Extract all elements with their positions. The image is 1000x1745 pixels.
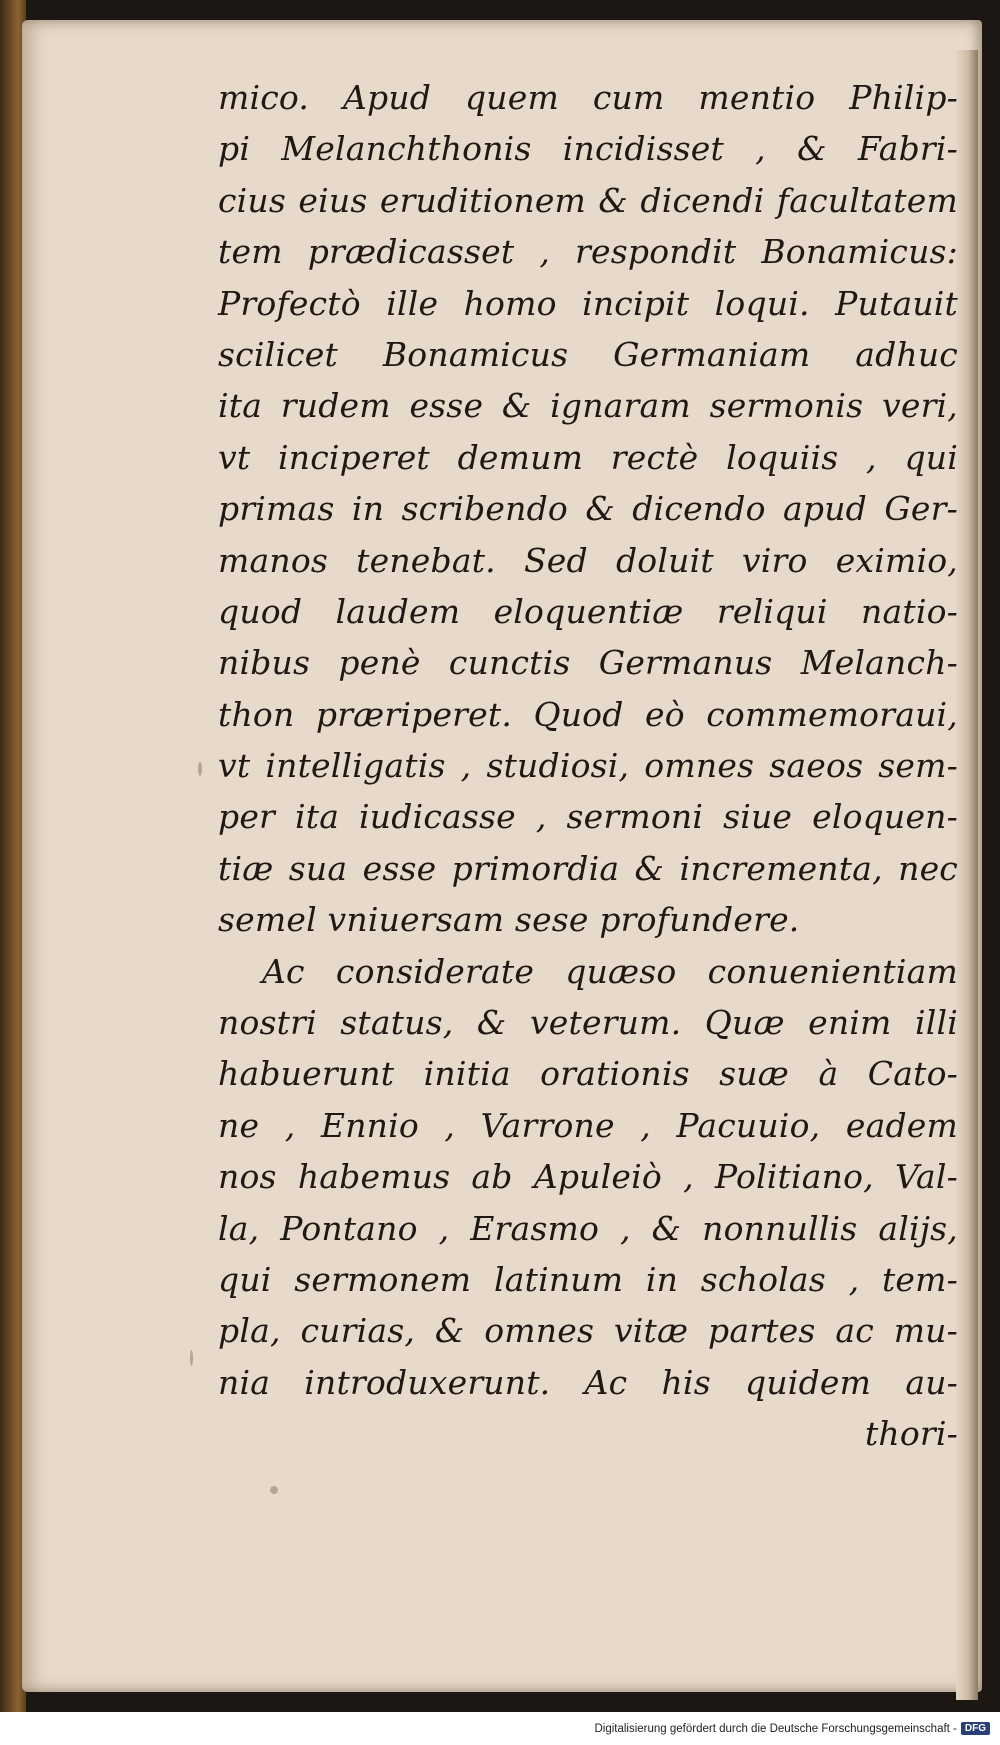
text-line: per ita iudicasse , sermoni siue eloquen- bbox=[218, 797, 958, 837]
text-line: pi Melanchthonis incidisset , & Fabri- bbox=[218, 129, 958, 169]
footer-credit: Digitalisierung gefördert durch die Deutsche Forschungsgemeinschaft - bbox=[594, 1722, 957, 1735]
text-line: la, Pontano , Erasmo , & nonnullis alijs, bbox=[218, 1208, 958, 1248]
text-line: pla, curias, & omnes vitæ partes ac mu- bbox=[218, 1311, 958, 1351]
text-line: scilicet Bonamicus Germaniam adhuc bbox=[218, 334, 958, 374]
text-line: habuerunt initia orationis suæ à Cato- bbox=[218, 1054, 958, 1094]
text-line: cius eius eruditionem & dicendi facultatem bbox=[218, 180, 958, 220]
text-line: nos habemus ab Apuleiò , Politiano, Val- bbox=[218, 1157, 958, 1197]
text-line-indented: Ac considerate quæso conuenientiam bbox=[262, 951, 958, 991]
catchword: thori- bbox=[864, 1414, 958, 1454]
text-line: vt intelligatis , studiosi, omnes saeos sem- bbox=[218, 746, 958, 786]
ink-smudge bbox=[198, 762, 202, 776]
text-line: qui sermonem latinum in scholas , tem- bbox=[218, 1259, 958, 1299]
text-line: Profectò ille homo incipit loqui. Putauit bbox=[218, 283, 958, 323]
text-line: ita rudem esse & ignaram sermonis veri, bbox=[218, 386, 958, 426]
text-line: mico. Apud quem cum mentio Philip- bbox=[218, 78, 958, 117]
text-line: vt inciperet demum rectè loquiis , qui bbox=[218, 437, 958, 477]
text-line: nostri status, & veterum. Quæ enim illi bbox=[218, 1003, 958, 1043]
text-line: semel vniuersam sese profundere. bbox=[218, 900, 800, 940]
text-line: tiæ sua esse primordia & incrementa, nec bbox=[218, 848, 958, 888]
text-line: primas in scribendo & dicendo apud Ger- bbox=[218, 489, 958, 529]
ink-smudge bbox=[190, 1350, 193, 1366]
page-text bbox=[218, 72, 958, 1460]
ink-smudge bbox=[270, 1486, 278, 1494]
text-line: nia introduxerunt. Ac his quidem au- bbox=[218, 1362, 958, 1402]
text-line: manos tenebat. Sed doluit viro eximio, bbox=[218, 540, 958, 580]
text-line: nibus penè cunctis Germanus Melanch- bbox=[218, 643, 958, 683]
dfg-logo: DFG bbox=[961, 1722, 990, 1735]
text-line: tem prædicasset , respondit Bonamicus: bbox=[218, 232, 958, 272]
page-edge bbox=[956, 50, 978, 1700]
text-line: quod laudem eloquentiæ reliqui natio- bbox=[218, 591, 958, 631]
footer-bar bbox=[0, 1712, 1000, 1745]
text-line: thon præriperet. Quod eò commemoraui, bbox=[218, 694, 958, 734]
text-line: ne , Ennio , Varrone , Pacuuio, eadem bbox=[218, 1105, 958, 1145]
